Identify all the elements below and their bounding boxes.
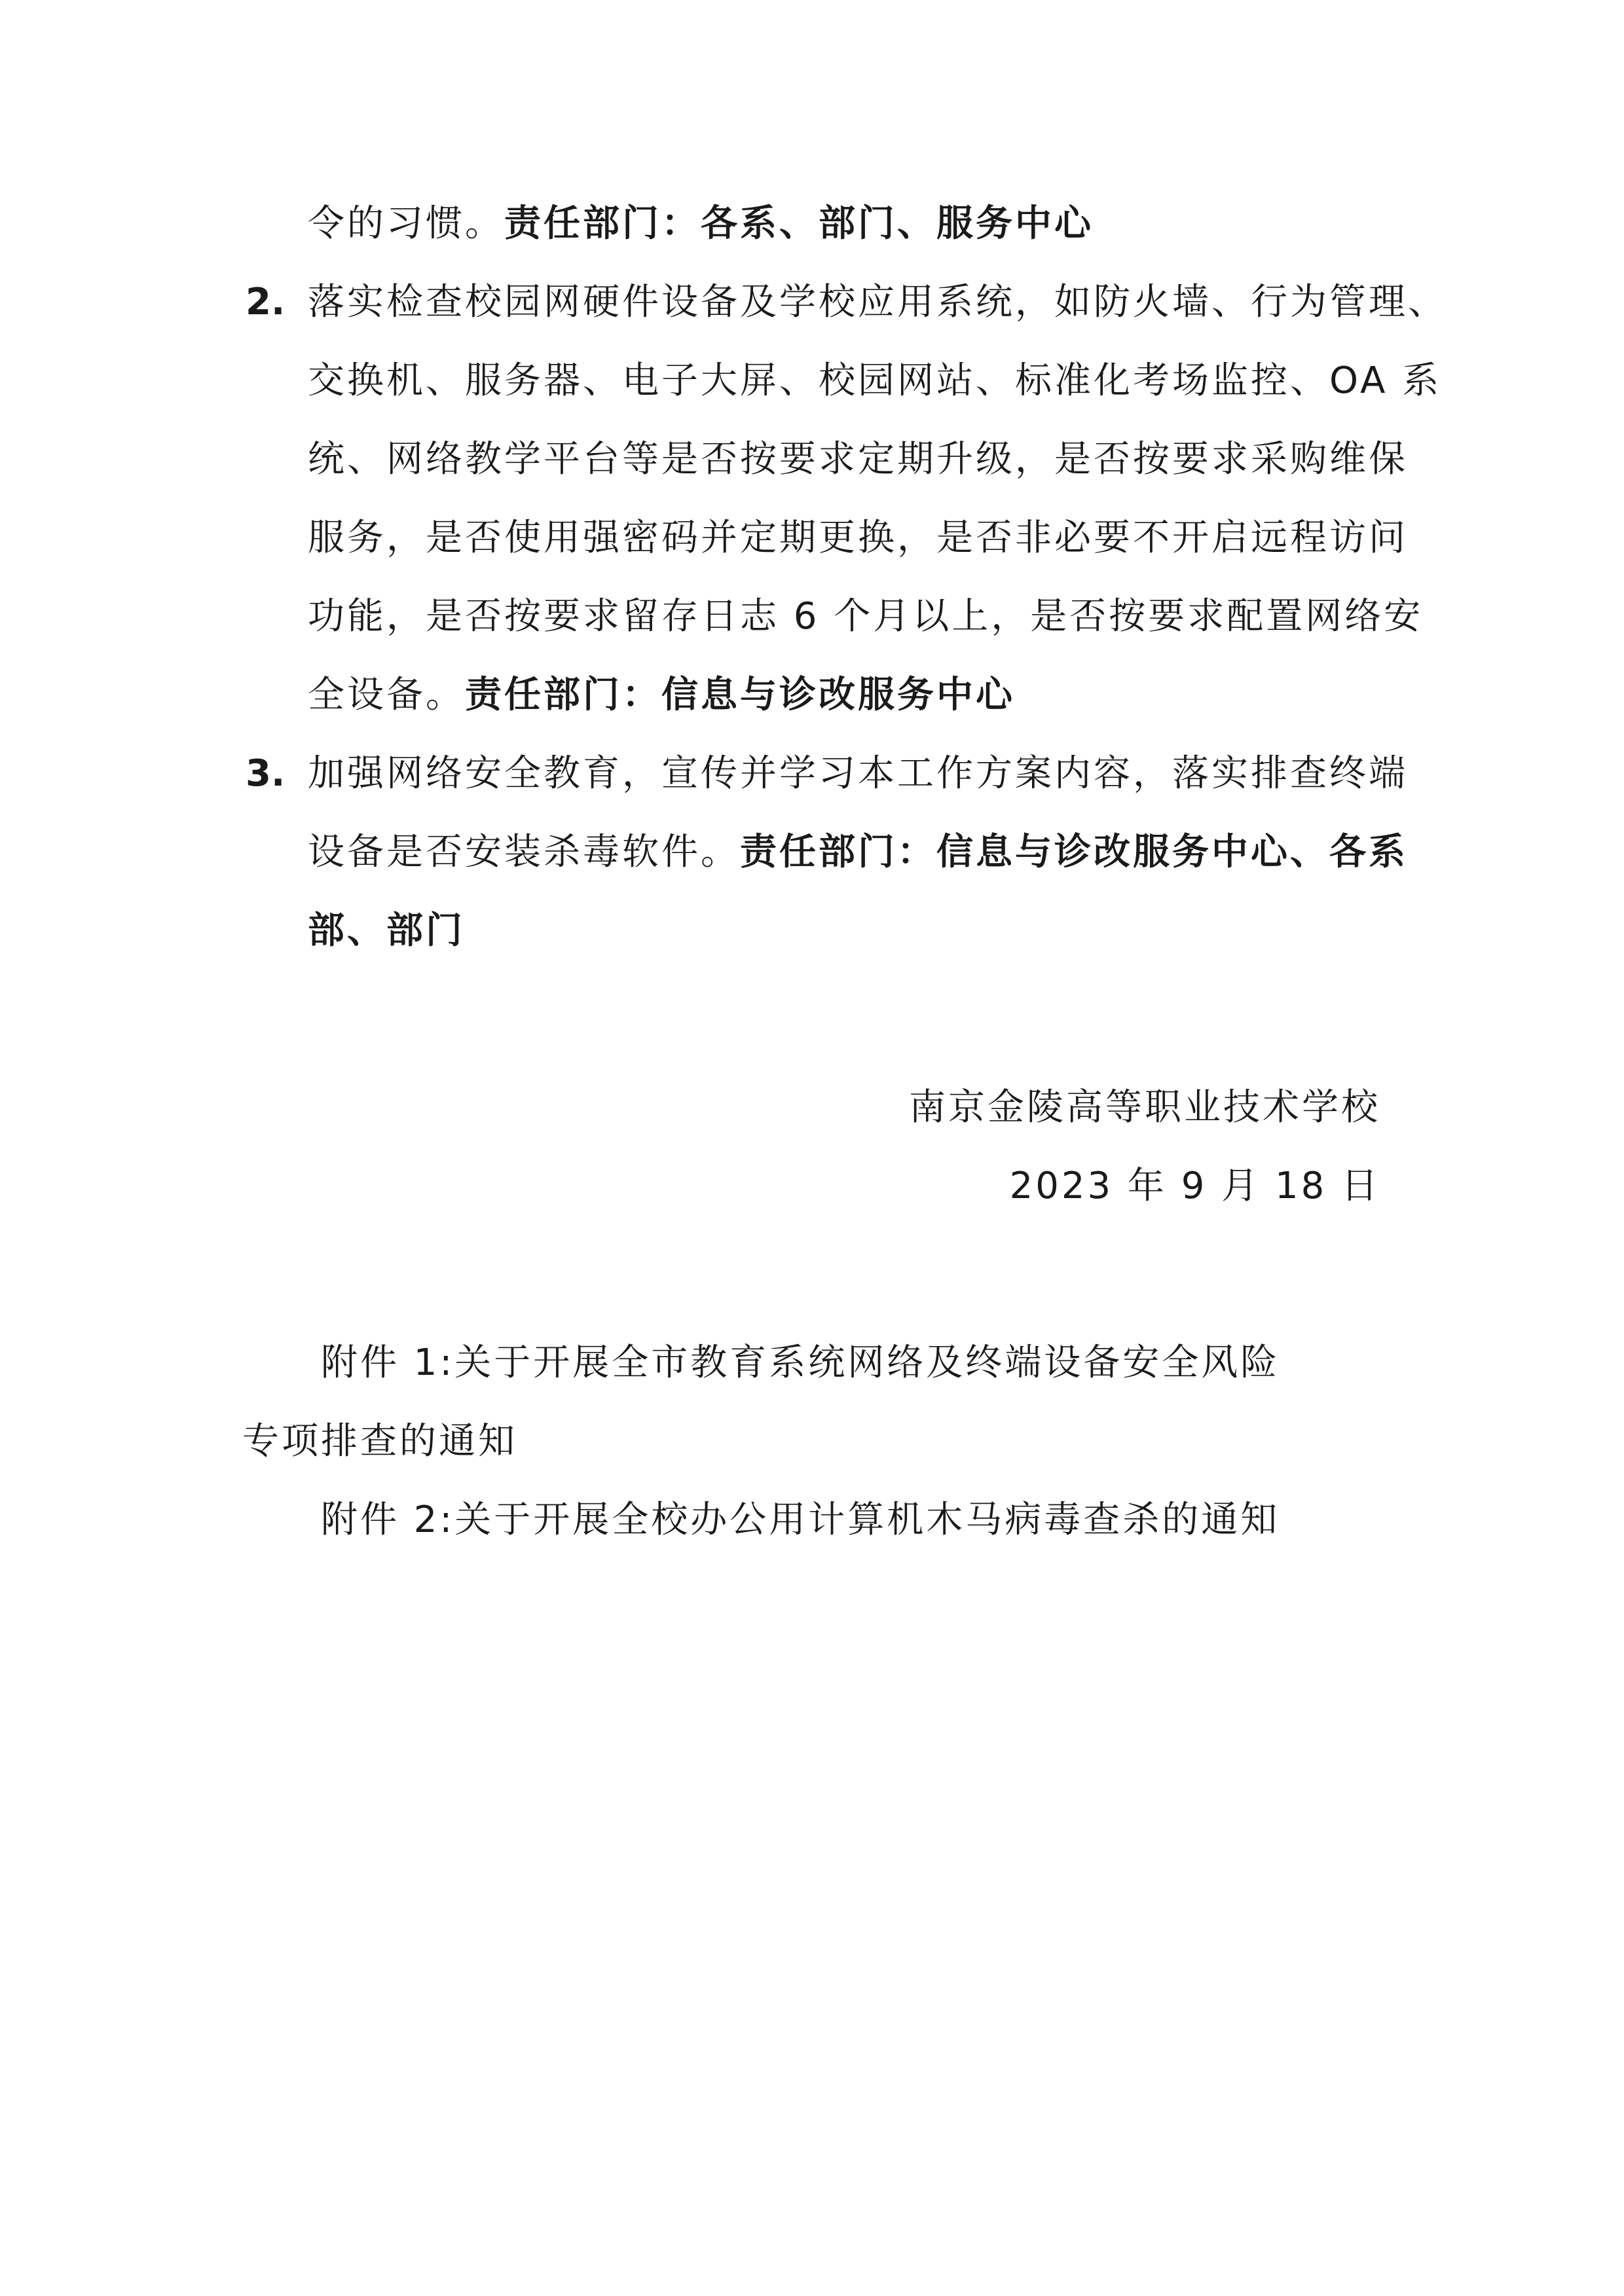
attachment-2: 附件 2:关于开展全校办公用计算机木马病毒查杀的通知 — [321, 1499, 1280, 1541]
item3-responsible-dept: 责任部门：信息与诊改服务中心、各系 — [740, 831, 1408, 873]
signature-date: 2023 年 9 月 18 日 — [1009, 1165, 1380, 1207]
item2-line-6 — [308, 669, 1015, 721]
item2-last-text: 全设备。 — [308, 674, 465, 716]
item3-line-3: 部、部门 — [308, 909, 465, 952]
item1-tail-text: 令的习惯。 — [308, 202, 504, 245]
item1-responsible-dept: 责任部门：各系、部门、服务中心 — [504, 202, 1094, 245]
item2-line-4: 服务，是否使用强密码并定期更换，是否非必要不开启远程访问 — [308, 517, 1408, 559]
item2-responsible-dept: 责任部门：信息与诊改服务中心 — [465, 674, 1015, 716]
attachment-1-line-2: 专项排查的通知 — [242, 1420, 517, 1463]
item2-line-5: 功能，是否按要求留存日志 6 个月以上，是否按要求配置网络安 — [308, 595, 1424, 638]
attachment-1-line-1: 附件 1:关于开展全市教育系统网络及终端设备安全风险 — [321, 1341, 1280, 1384]
item1-tail-line — [308, 198, 1094, 250]
item3-line2-text: 设备是否安装杀毒软件。 — [308, 831, 740, 873]
item2-line-3: 统、网络教学平台等是否按要求定期升级，是否按要求采购维保 — [308, 438, 1408, 481]
item3-number: 3. — [246, 752, 286, 795]
item3-line-1: 加强网络安全教育，宣传并学习本工作方案内容，落实排查终端 — [308, 752, 1408, 795]
signature-org: 南京金陵高等职业技术学校 — [909, 1086, 1380, 1129]
item2-line-1: 落实检查校园网硬件设备及学校应用系统，如防火墙、行为管理、 — [308, 281, 1447, 323]
item2-line-2: 交换机、服务器、电子大屏、校园网站、标准化考场监控、OA 系 — [308, 359, 1442, 402]
item2-number: 2. — [246, 281, 286, 323]
item3-line-2 — [308, 826, 1408, 879]
